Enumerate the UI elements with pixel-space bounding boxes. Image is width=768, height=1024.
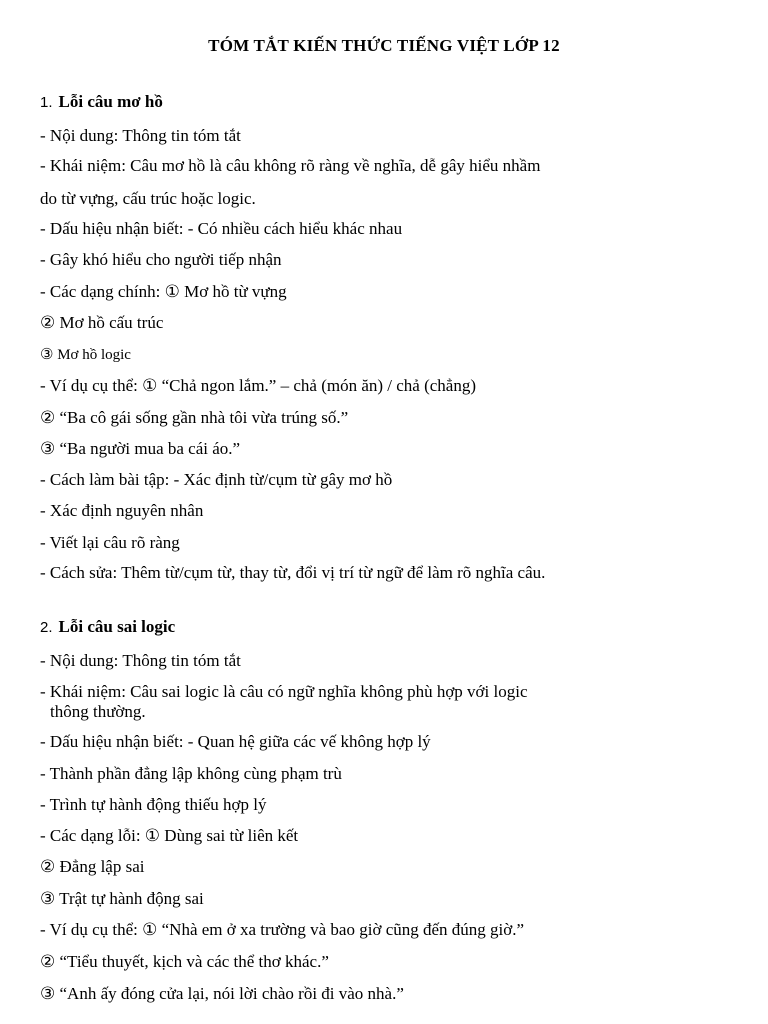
section-1-heading — [40, 92, 163, 112]
section-2-line: - Dấu hiệu nhận biết: - Quan hệ giữa các vế không hợp lý — [40, 732, 431, 751]
section-2-title: Lỗi câu sai logic — [58, 617, 176, 636]
section-2-line: - Trình tự hành động thiếu hợp lý — [40, 795, 267, 814]
section-1-line: - Các dạng chính: ① Mơ hồ từ vựng — [40, 282, 287, 301]
section-1-line: - Viết lại câu rõ ràng — [40, 533, 180, 552]
section-1-line: - Dấu hiệu nhận biết: - Có nhiều cách hiểu khác nhau — [40, 219, 403, 238]
section-2-line: ③ “Anh ấy đóng cửa lại, nói lời chào rồi đi vào nhà.” — [40, 984, 404, 1003]
section-1-line: ③ “Ba người mua ba cái áo.” — [40, 439, 241, 458]
section-1-line: ③ Mơ hồ logic — [40, 347, 131, 363]
section-1-line: ② Mơ hồ cấu trúc — [40, 313, 164, 332]
section-2-line: - Các dạng lỗi: ① Dùng sai từ liên kết — [40, 826, 299, 845]
section-2-line: - Nội dung: Thông tin tóm tắt — [40, 651, 241, 670]
section-2-line: - Ví dụ cụ thể: ① “Nhà em ở xa trường và bao giờ cũng đến đúng giờ.” — [40, 920, 525, 939]
document-title: TÓM TẮT KIẾN THỨC TIẾNG VIỆT LỚP 12 — [208, 36, 560, 55]
section-2-line: ② Đẳng lập sai — [40, 857, 145, 876]
section-2-line: - Khái niệm: Câu sai logic là câu có ngữ nghĩa không phù hợp với logic — [40, 682, 528, 701]
section-2-line: - Thành phần đẳng lập không cùng phạm trù — [40, 764, 342, 783]
section-2-line: ③ Trật tự hành động sai — [40, 889, 204, 908]
section-1-line: - Cách sửa: Thêm từ/cụm từ, thay từ, đổi vị trí từ ngữ để làm rõ nghĩa câu. — [40, 563, 546, 582]
section-1-number: 1. — [40, 94, 53, 111]
section-1-line: - Xác định nguyên nhân — [40, 501, 204, 520]
section-1-line: - Khái niệm: Câu mơ hồ là câu không rõ ràng về nghĩa, dễ gây hiểu nhầm — [40, 156, 541, 175]
section-1-line: - Nội dung: Thông tin tóm tắt — [40, 126, 241, 145]
section-1-line: - Gây khó hiểu cho người tiếp nhận — [40, 250, 282, 269]
section-1-line: ② “Ba cô gái sống gần nhà tôi vừa trúng số.” — [40, 408, 349, 427]
section-1-line: do từ vựng, cấu trúc hoặc logic. — [40, 189, 256, 208]
section-2-number: 2. — [40, 619, 53, 636]
section-2-heading — [40, 617, 175, 637]
section-2-line: ② “Tiểu thuyết, kịch và các thể thơ khác.” — [40, 952, 329, 971]
section-2-line: thông thường. — [50, 702, 146, 721]
section-1-line: - Cách làm bài tập: - Xác định từ/cụm từ gây mơ hồ — [40, 470, 393, 489]
section-1-title: Lỗi câu mơ hồ — [58, 92, 163, 111]
section-1-line: - Ví dụ cụ thể: ① “Chả ngon lắm.” – chả (món ăn) / chả (chẳng) — [40, 376, 477, 395]
